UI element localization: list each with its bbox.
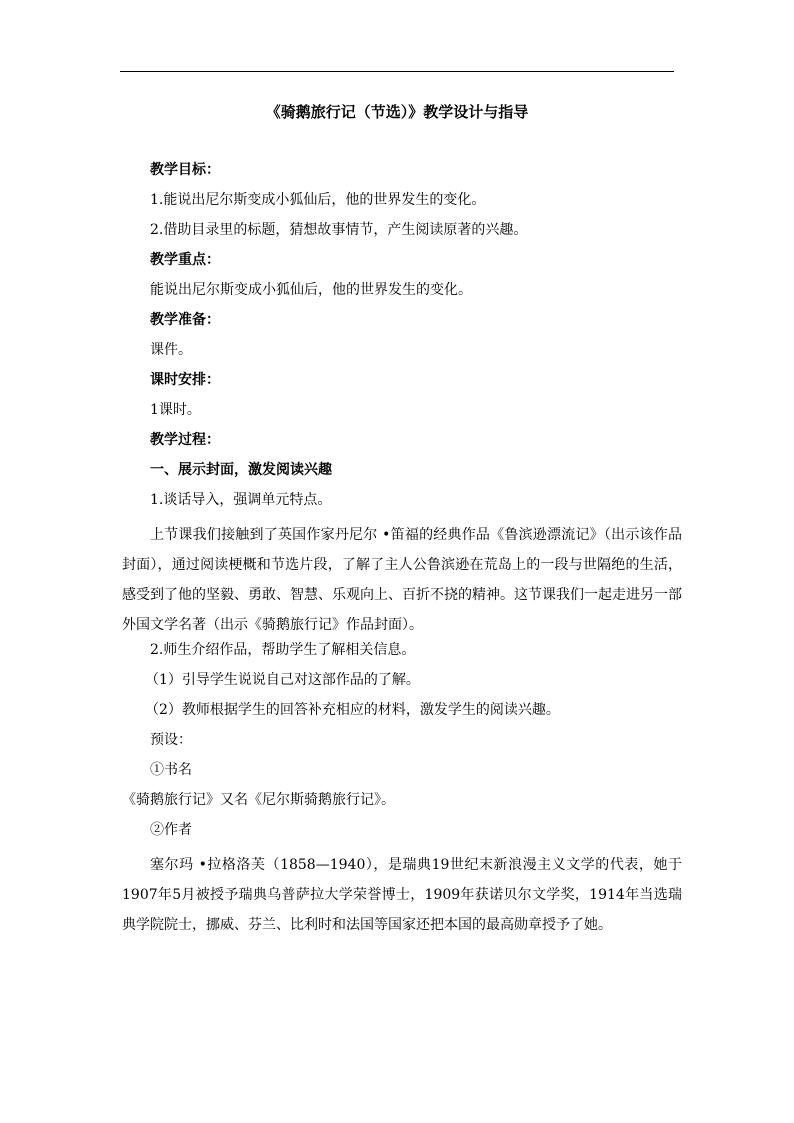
sub-step-1: （1）引导学生说说自己对这部作品的了解。	[145, 672, 420, 688]
preset-label: 预设：	[150, 732, 192, 748]
step-1: 1.谈话导入，强调单元特点。	[150, 492, 332, 508]
schedule-heading: 课时安排：	[150, 372, 220, 388]
item-1-label: ①书名	[150, 762, 192, 778]
prep-heading: 教学准备：	[150, 312, 220, 328]
header-rule	[120, 71, 674, 72]
paragraph-2	[122, 850, 682, 940]
schedule-text: 1课时。	[150, 402, 201, 418]
document-body	[122, 160, 682, 940]
item-1-text: 《骑鹅旅行记》又名《尼尔斯骑鹅旅行记》。	[122, 792, 395, 808]
paragraph-1	[122, 520, 682, 640]
section-1-heading: 一、展示封面，激发阅读兴趣	[150, 462, 332, 478]
item-2-label: ②作者	[150, 822, 192, 838]
goal-2: 2.借助目录里的标题，猜想故事情节，产生阅读原著的兴趣。	[150, 222, 528, 238]
goals-heading: 教学目标：	[150, 162, 220, 178]
prep-text: 课件。	[150, 342, 192, 358]
key-heading: 教学重点：	[150, 252, 220, 268]
sub-step-2: （2）教师根据学生的回答补充相应的材料，激发学生的阅读兴趣。	[145, 702, 560, 718]
step-2: 2.师生介绍作品，帮助学生了解相关信息。	[150, 642, 416, 658]
key-text: 能说出尼尔斯变成小狐仙后，他的世界发生的变化。	[150, 282, 472, 298]
paragraph-1-text: 上节课我们接触到了英国作家丹尼尔 •笛福的经典作品《鲁滨逊漂流记》（出示该作品封面），通过阅读梗概和节选片段，了解了主人公鲁滨逊在荒岛上的一段与世隔绝的生活，感受到了他的坚毅、勇敢、智慧、乐观向上、百折不挠的精神。这节课我们一起走进另一部外国文学名著（出示《骑鹅旅行记》作品封面）。	[122, 527, 682, 633]
document-title: 《骑鹅旅行记（节选）》教学设计与指导	[265, 103, 529, 121]
paragraph-2-text: 塞尔玛 •拉格洛芙（1858—1940），是瑞典19世纪末新浪漫主义文学的代表，她于1907年5月被授予瑞典乌普萨拉大学荣誉博士，1909年获诺贝尔文学奖，1914年当选瑞典学院院士，挪威、芬兰、比利时和法国等国家还把本国的最高勋章授予了她。	[122, 857, 682, 933]
goal-1: 1.能说出尼尔斯变成小狐仙后，他的世界发生的变化。	[150, 192, 486, 208]
process-heading: 教学过程：	[150, 432, 220, 448]
